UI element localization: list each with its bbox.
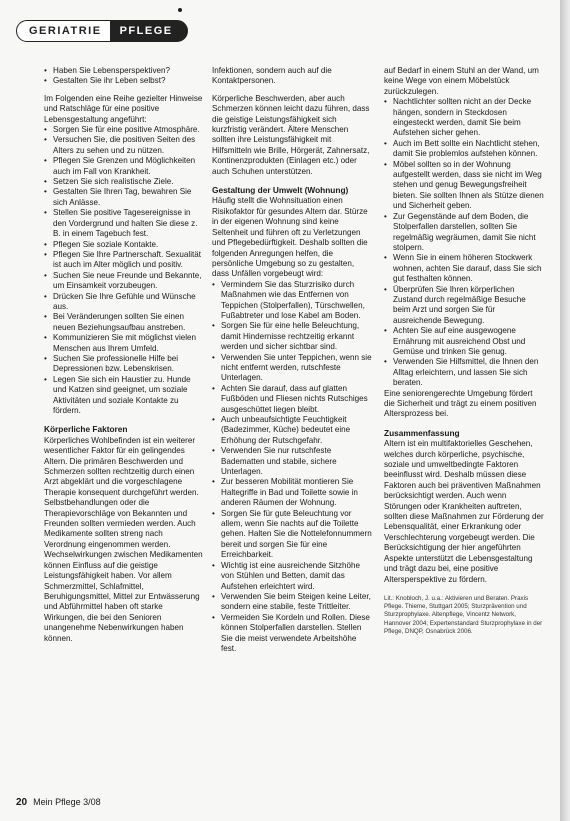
list-item: • Kommunizieren Sie mit möglichst vielen Menschen aus Ihrem Umfeld. <box>44 333 204 354</box>
heading-koerperliche-faktoren: Körperliche Faktoren <box>44 424 128 435</box>
question-list <box>44 66 204 87</box>
umwelt-paragraph: Häufig stellt die Wohnsituation einen Risikofaktor für gesundes Altern dar. Stürze in der eigenen Wohnung sind keine Seltenheit und führen oft zu Verletzungen und Pflegebedürftigkeit. Deshalb sollten die folgenden Anregungen helfen, die persönliche Umgebung so zu gestalten, dass Unfällen vorgebeugt wird: <box>212 196 368 279</box>
list-item: • Gestalten Sie Ihren Tag, bewahren Sie sich Anlässe. <box>44 187 204 208</box>
page-number: 20 <box>16 797 28 808</box>
column-2 <box>212 66 372 654</box>
zusammenfassung-paragraph: Altern ist ein multifaktorielles Geschehen, welches durch körperliche, psychische, soziale und umweltbedingte Faktoren beeinflusst wird. Deshalb müssen diese Faktoren auch bei präventiven Maßnahmen berücksichtigt werden. Auch wenn Störungen oder Krankheiten auftreten, sollten diese Maßnahmen zur Förderung der Lebensqualität, einer Erkrankung oder Verschlechterung vorgebeugt werden. Die Berücksichtigung der hier angeführten Aspekte unterstützt die Lebensgestaltung und trägt dazu bei, eine positive Altersperspektive zu fördern. <box>384 439 544 584</box>
list-item: • Stellen Sie positive Tagesereignisse in den Vordergrund und halten Sie diese z. B. in einem Tagebuch fest. <box>44 208 204 239</box>
list-item: • Verwenden Sie Hilfsmittel, die Ihnen den Alltag erleichtern, und lassen Sie sich beraten. <box>384 357 544 388</box>
list-item: • Wenn Sie in einem höheren Stockwerk wohnen, achten Sie darauf, dass Sie sich gut festhalten können. <box>384 253 544 284</box>
list-item: • Achten Sie darauf, dass auf glatten Fußböden und Fliesen nichts Rutschiges ausgeschüttet liegen bleibt. <box>212 384 372 415</box>
list-item: • Legen Sie sich ein Haustier zu. Hunde und Katzen sind geeignet, um soziale Aktivitäten und soziale Kontakte zu fördern. <box>44 375 204 417</box>
heading-zusammenfassung: Zusammenfassung <box>384 427 460 438</box>
list-item: • Sorgen Sie für eine positive Atmosphäre. <box>44 125 204 135</box>
list-item: • Pflegen Sie Ihre Partnerschaft. Sexualität ist auch im Alter möglich und positiv. <box>44 250 204 271</box>
list-item: • Verwenden Sie nur rutschfeste Badematten und stabile, sichere Unterlagen. <box>212 446 372 477</box>
wohnung-list <box>384 97 544 388</box>
list-item: • Bei Veränderungen sollten Sie einen neuen Beziehungsaufbau anstreben. <box>44 312 204 333</box>
list-item: • Versuchen Sie, die positiven Seiten des Alters zu sehen und zu nützen. <box>44 135 204 156</box>
list-item: • Suchen Sie professionelle Hilfe bei Depressionen bzw. Lebenskrisen. <box>44 354 204 375</box>
umgebung-paragraph: Eine seniorengerechte Umgebung fördert die Sicherheit und trägt zu einem positiven Altersprozess bei. <box>384 388 537 419</box>
header-label-geriatrie: GERIATRIE <box>16 20 111 42</box>
continuation-paragraph: Infektionen, sondern auch auf die Kontaktpersonen. <box>212 66 332 86</box>
sturz-list <box>212 280 372 655</box>
list-item: • Pflegen Sie Grenzen und Möglichkeiten auch im Fall von Krankheit. <box>44 156 204 177</box>
header-dot-ornament <box>178 8 182 12</box>
list-item: • Möbel sollten so in der Wohnung aufgestellt werden, dass sie nicht im Weg stehen und genug Bewegungsfreiheit bieten. Sie sollten Ihnen als Stütze dienen und Sicherheit geben. <box>384 160 544 212</box>
advice-list <box>44 125 204 416</box>
list-item: • Verwenden Sie unter Teppichen, wenn sie nicht entfernt werden, rutschfeste Unterlagen. <box>212 353 372 384</box>
journal-name: Mein Pflege 3/08 <box>33 797 101 807</box>
list-item: • Gestalten Sie ihr Leben selbst? <box>44 76 204 86</box>
list-item: • Nachtlichter sollten nicht an der Decke hängen, sondern in Steckdosen eingesteckt werden, damit Sie beim Aufstehen sicher gehen. <box>384 97 544 139</box>
list-item: • Wichtig ist eine ausreichende Sitzhöhe von Stühlen und Betten, damit das Aufstehen erleichtert wird. <box>212 561 372 592</box>
page-binding-shadow <box>560 0 570 821</box>
list-item: • Sorgen Sie für gute Beleuchtung vor allem, wenn Sie nachts auf die Toilette gehen. Halten Sie die Nottelefonnummern bereit und sorgen Sie für eine Erreichbarkeit. <box>212 509 372 561</box>
list-item: • Pflegen Sie soziale Kontakte. <box>44 240 204 250</box>
column-3 <box>384 66 544 636</box>
list-item: • Zur besseren Mobilität montieren Sie Haltegriffe in Bad und Toilette sowie in anderen Räumen der Wohnung. <box>212 477 372 508</box>
section-header <box>16 20 188 42</box>
continuation-paragraph: auf Bedarf in einem Stuhl an der Wand, um keine Wege von einem Möbelstück zurückzulegen. <box>384 66 539 96</box>
intro-paragraph: Im Folgenden eine Reihe gezielter Hinweise und Ratschläge für eine positive Lebensgestaltung angeführt: <box>44 93 203 124</box>
list-item: • Auch unbeaufsichtigte Feuchtigkeit (Badezimmer, Küche) bedeutet eine Erhöhung der Rutschgefahr. <box>212 415 372 446</box>
list-item: • Vermindern Sie das Sturzrisiko durch Maßnahmen wie das Entfernen von Teppichen (Stolperfallen), Türschwellen, Fußabtreter und lose Kabel am Boden. <box>212 280 372 322</box>
list-item: • Verwenden Sie beim Steigen keine Leiter, sondern eine stabile, feste Trittleiter. <box>212 592 372 613</box>
list-item: • Suchen Sie neue Freunde und Bekannte, um Einsamkeit vorzubeugen. <box>44 271 204 292</box>
list-item: • Zur Gegenstände auf dem Boden, die Stolperfallen darstellen, sollten Sie regelmäßig wegräumen, damit Sie nicht stolpern. <box>384 212 544 254</box>
page-footer <box>16 797 101 808</box>
list-item: • Drücken Sie Ihre Gefühle und Wünsche aus. <box>44 292 204 313</box>
list-item: • Auch im Bett sollte ein Nachtlicht stehen, damit Sie problemlos aufstehen können. <box>384 139 544 160</box>
heading-gestaltung-umwelt: Gestaltung der Umwelt (Wohnung) <box>212 185 349 196</box>
beschwerden-paragraph: Körperliche Beschwerden, aber auch Schmerzen können leicht dazu führen, dass die geistige Leistungsfähigkeit sich kurzfristig verändert. Ältere Menschen sollten ihre Leistungsfähigkeit mit Hilfsmitteln wie Brille, Hörgerät, Zahnersatz, Kontinenzprodukten (Einlagen etc.) oder auch Schuhen unterstützen. <box>212 93 370 176</box>
list-item: • Achten Sie auf eine ausgewogene Ernährung mit ausreichend Obst und Gemüse und trinken Sie genug. <box>384 326 544 357</box>
column-1 <box>44 66 204 644</box>
list-item: • Sorgen Sie für eine helle Beleuchtung, damit Hindernisse rechtzeitig erkannt werden und sicher sichtbar sind. <box>212 321 372 352</box>
literature-references: Lit.: Knobloch, J. u.a.: Aktivieren und Beraten. Praxis Pflege. Thieme, Stuttgart 2005; Sturzprävention und Sturzprophylaxe. Altenpflege, Vincentz Network, Hannover 2004; Expertenstandard Sturzprophylaxe in der Pflege, DNQP, Osnabrück 2006. <box>384 594 543 635</box>
list-item: • Haben Sie Lebensperspektiven? <box>44 66 204 76</box>
list-item: • Vermeiden Sie Kordeln und Rollen. Diese können Stolperfallen darstellen. Stellen Sie die meist verwendete Arbeitshöhe fest. <box>212 613 372 655</box>
header-label-pflege: PFLEGE <box>111 20 188 42</box>
list-item: • Setzen Sie sich realistische Ziele. <box>44 177 204 187</box>
koerper-paragraph: Körperliches Wohlbefinden ist ein weiterer wesentlicher Faktor für ein gelingendes Altern. Die primären Beschwerden und Schmerzen sollten rechtzeitig durch einen Arzt abgeklärt und die vorgeschlagene Therapie konsequent durchgeführt werden. Selbstbehandlungen oder die Therapievorschläge von Bekannten und Freunden sollten vermieden werden. Auch Medikamente sollten streng nach Verordnung eingenommen werden. Wechselwirkungen zwischen Medikamenten können Einfluss auf die geistige Leistungsfähigkeit haben. Vor allem Schmerzmittel, Schlafmittel, Beruhigungsmittel, Mittel zur Entwässerung und Abführmittel haben oft starke Wirkungen, die bei den Senioren unangenehme Nebenwirkungen haben können. <box>44 435 203 643</box>
list-item: • Überprüfen Sie Ihren körperlichen Zustand durch regelmäßige Besuche beim Arzt und sorgen Sie für ausreichende Bewegung. <box>384 285 544 327</box>
